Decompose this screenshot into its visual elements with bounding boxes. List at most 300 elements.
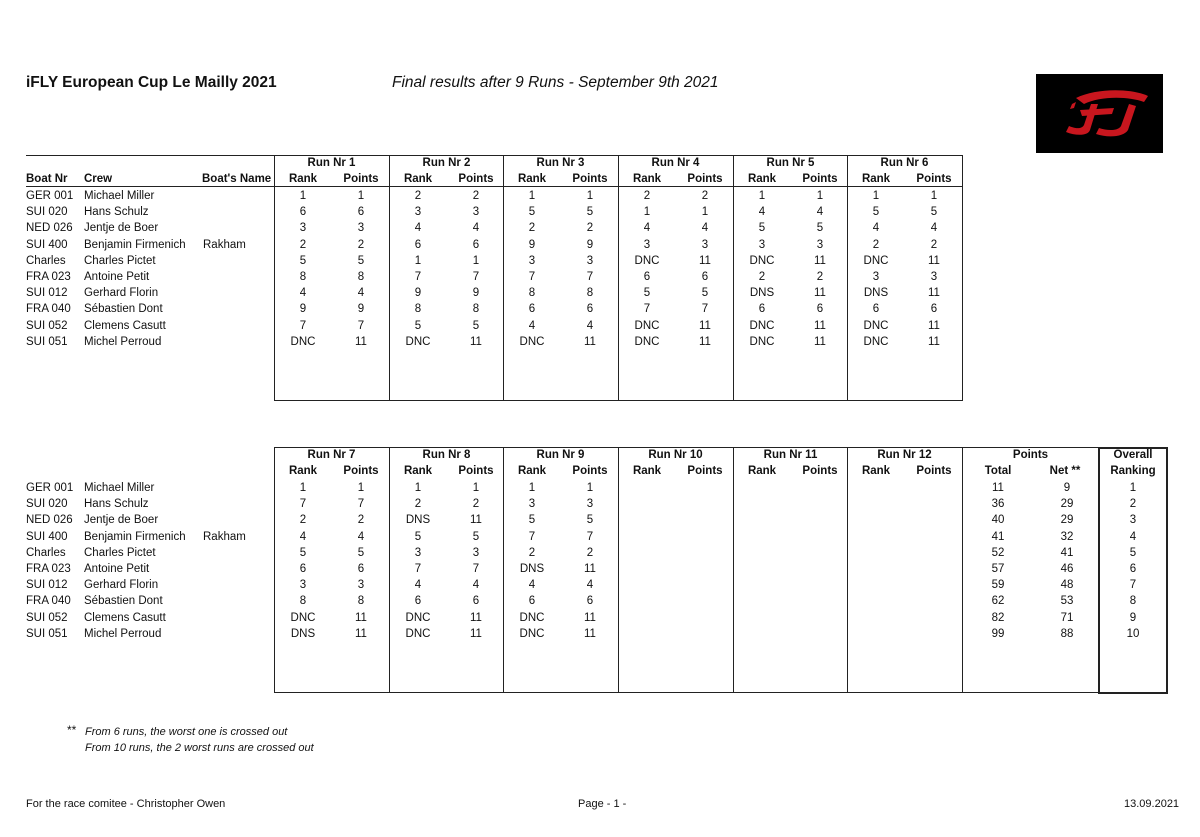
net-points-cell: 71 [1060, 611, 1074, 624]
points-cell: 6 [586, 303, 594, 316]
rank-cell: DNC [863, 254, 889, 267]
boat-nr-cell: FRA 023 [26, 563, 71, 575]
rank-cell: 6 [758, 303, 766, 316]
rank-cell: 4 [299, 530, 307, 543]
points-cell: 3 [357, 222, 365, 235]
points-cell: 2 [357, 238, 365, 251]
crew-header: Crew [84, 173, 113, 185]
logo-mark-icon [1036, 74, 1163, 153]
points-cell: 11 [928, 287, 940, 300]
rank-header: Rank [861, 173, 891, 185]
overall-ranking-cell: 5 [1129, 546, 1137, 559]
boat-nr-cell: SUI 020 [26, 498, 68, 511]
net-points-cell: 9 [1063, 482, 1071, 494]
points-cell: 4 [930, 222, 938, 235]
points-cell: 6 [701, 271, 709, 283]
rank-cell: DNC [405, 611, 431, 624]
boat-name-cell [203, 496, 273, 512]
rank-cell: 1 [643, 206, 651, 219]
crew-cell: Jentje de Boer [84, 222, 159, 235]
total-points-cell: 57 [991, 563, 1005, 575]
points-cell: 3 [816, 238, 824, 251]
points-cell: 1 [816, 190, 824, 202]
page-subtitle: Final results after 9 Runs - September 9th 2021 [392, 74, 719, 91]
overall-ranking-cell: 10 [1126, 627, 1140, 640]
points-cell: 11 [584, 335, 596, 348]
crew-cell: Michael Miller [84, 190, 155, 202]
boat-nr-cell: SUI 012 [26, 579, 68, 592]
points-cell: 4 [586, 579, 594, 592]
rank-cell: DNC [634, 335, 660, 348]
boat-name-cell [203, 561, 273, 577]
rank-cell: DNS [749, 287, 775, 300]
boat-nr-cell: SUI 052 [26, 611, 68, 624]
run-header: Run Nr 3 [536, 157, 585, 169]
rank-cell: DNC [519, 611, 545, 624]
rank-cell: 8 [414, 303, 422, 316]
points-cell: 4 [816, 206, 824, 219]
boat-nr-cell: SUI 020 [26, 206, 68, 219]
points-cell: 11 [814, 254, 826, 267]
run-header: Run Nr 11 [763, 449, 818, 461]
rank-cell: DNC [634, 254, 660, 267]
points-cell: 2 [701, 190, 709, 202]
table-divider [503, 447, 504, 692]
rank-cell: 5 [414, 530, 422, 543]
points-header: Points [802, 465, 838, 477]
rank-cell: DNC [749, 254, 775, 267]
rank-cell: 1 [414, 482, 422, 494]
rank-cell: 5 [758, 222, 766, 235]
rank-cell: 4 [872, 222, 880, 235]
rank-cell: 2 [414, 498, 422, 511]
points-cell: 3 [472, 206, 480, 219]
rank-cell: DNS [290, 627, 316, 640]
rank-cell: 4 [299, 287, 307, 300]
rank-header: Rank [288, 465, 318, 477]
points-cell: 6 [472, 238, 480, 251]
points-cell: 7 [357, 319, 365, 332]
crew-cell: Clemens Casutt [84, 611, 166, 624]
points-cell: 11 [355, 627, 367, 640]
rank-cell: 1 [528, 190, 536, 202]
overall-ranking-cell: 3 [1129, 514, 1137, 527]
rank-cell: 2 [643, 190, 651, 202]
rank-cell: 5 [528, 514, 536, 527]
boat-name-cell: Rakham [203, 530, 246, 543]
rank-cell: 7 [528, 271, 536, 283]
crew-cell: Clemens Casutt [84, 319, 166, 332]
overall-ranking-cell: 6 [1129, 563, 1137, 575]
boat-name-cell [203, 626, 273, 642]
rank-cell: 4 [528, 579, 536, 592]
rank-cell: DNS [863, 287, 889, 300]
rank-header: Rank [747, 465, 777, 477]
total-points-cell: 40 [991, 514, 1005, 527]
rank-header: Rank [288, 173, 318, 185]
crew-cell: Hans Schulz [84, 498, 149, 511]
rank-cell: 3 [758, 238, 766, 251]
net-points-cell: 46 [1060, 563, 1074, 575]
run-header: Run Nr 4 [651, 157, 700, 169]
boat-name-cell [203, 512, 273, 528]
rank-cell: 1 [414, 254, 422, 267]
boat-nr-cell: FRA 023 [26, 271, 71, 283]
rank-cell: 7 [414, 271, 422, 283]
points-header: Points [916, 465, 952, 477]
points-cell: 4 [357, 530, 365, 543]
rank-cell: 6 [299, 563, 307, 575]
points-cell: 7 [586, 530, 594, 543]
rank-cell: 6 [299, 206, 307, 219]
boat-nr-cell: SUI 400 [26, 238, 68, 251]
overall-ranking-cell: 1 [1129, 482, 1137, 494]
points-cell: 1 [701, 206, 709, 219]
boat-nr-cell: GER 001 [26, 482, 74, 494]
boat-name-cell [203, 285, 273, 301]
points-cell: 11 [928, 254, 940, 267]
points-cell: 5 [357, 546, 365, 559]
crew-cell: Sébastien Dont [84, 595, 163, 608]
overall-header: Overall [1113, 449, 1153, 461]
points-cell: 7 [472, 563, 480, 575]
run-header: Run Nr 6 [880, 157, 929, 169]
points-cell: 2 [816, 271, 824, 283]
points-cell: 6 [816, 303, 824, 316]
rank-cell: 3 [299, 222, 307, 235]
points-cell: 5 [816, 222, 824, 235]
rank-cell: 1 [528, 482, 536, 494]
crew-cell: Antoine Petit [84, 271, 150, 283]
points-cell: 2 [357, 514, 365, 527]
points-cell: 11 [699, 319, 711, 332]
net-points-cell: 29 [1060, 498, 1074, 511]
rank-cell: 1 [758, 190, 766, 202]
ifly-logo [1036, 74, 1163, 153]
rank-cell: 9 [299, 303, 307, 316]
points-cell: 7 [701, 303, 709, 316]
rank-cell: 8 [299, 271, 307, 283]
boat-name-cell [203, 204, 273, 220]
points-cell: 9 [357, 303, 365, 316]
rank-header: Rank [403, 173, 433, 185]
overall-ranking-cell: 7 [1129, 579, 1137, 592]
boat-name-cell [203, 593, 273, 609]
results-table-runs-7-12 [26, 447, 1171, 692]
table-divider [618, 447, 619, 692]
rank-cell: 6 [528, 303, 536, 316]
crew-cell: Michel Perroud [84, 627, 162, 640]
boat-nr-cell: Charles [26, 546, 66, 559]
total-points-cell: 52 [991, 546, 1005, 559]
table-border [962, 447, 963, 692]
points-cell: 11 [470, 335, 482, 348]
table-divider [847, 447, 848, 692]
rank-cell: 7 [643, 303, 651, 316]
points-cell: 11 [814, 287, 826, 300]
boat-name-cell [203, 480, 273, 496]
boat-name-cell [203, 318, 273, 334]
points-cell: 11 [355, 611, 367, 624]
rank-cell: DNC [519, 335, 545, 348]
boat-nr-cell: NED 026 [26, 514, 73, 527]
points-cell: 3 [586, 498, 594, 511]
points-cell: 2 [586, 546, 594, 559]
points-cell: 1 [930, 190, 938, 202]
boat-nr-cell: SUI 052 [26, 319, 68, 332]
points-cell: 8 [357, 271, 365, 283]
run-header: Run Nr 1 [307, 157, 356, 169]
points-cell: 11 [928, 319, 940, 332]
rank-cell: DNC [405, 627, 431, 640]
boat-nr-cell: Charles [26, 254, 66, 267]
rank-cell: 4 [414, 579, 422, 592]
rank-cell: 5 [872, 206, 880, 219]
total-points-cell: 99 [991, 627, 1005, 640]
rank-cell: 5 [299, 546, 307, 559]
rank-cell: 4 [414, 222, 422, 235]
overall-ranking-cell: 9 [1129, 611, 1137, 624]
note-line-1: From 6 runs, the worst one is crossed out [85, 726, 288, 738]
total-points-cell: 36 [991, 498, 1005, 511]
points-total-group-header: Points [1012, 449, 1049, 461]
points-cell: 3 [472, 546, 480, 559]
rank-cell: 1 [299, 190, 307, 202]
boat-nr-cell: NED 026 [26, 222, 73, 235]
run-header: Run Nr 5 [766, 157, 815, 169]
boat-name-cell [203, 577, 273, 593]
rank-cell: DNC [290, 335, 316, 348]
points-cell: 6 [472, 595, 480, 608]
rank-cell: DNS [405, 514, 431, 527]
rank-cell: 9 [414, 287, 422, 300]
run-header: Run Nr 8 [422, 449, 471, 461]
rank-cell: 4 [643, 222, 651, 235]
rank-cell: 8 [299, 595, 307, 608]
total-points-cell: 59 [991, 579, 1005, 592]
table-divider [847, 155, 848, 400]
points-header: Points [458, 465, 494, 477]
crew-cell: Charles Pictet [84, 546, 156, 559]
points-cell: 3 [930, 271, 938, 283]
rank-cell: DNC [749, 335, 775, 348]
boat-nr-cell: SUI 012 [26, 287, 68, 300]
crew-cell: Antoine Petit [84, 563, 150, 575]
rank-cell: 6 [414, 595, 422, 608]
points-cell: 4 [701, 222, 709, 235]
points-cell: 4 [472, 579, 480, 592]
run-header: Run Nr 9 [536, 449, 585, 461]
points-cell: 1 [472, 254, 480, 267]
rank-cell: 5 [299, 254, 307, 267]
crew-cell: Benjamin Firmenich [84, 238, 186, 251]
points-cell: 1 [586, 482, 594, 494]
rank-cell: 4 [758, 206, 766, 219]
boat-name-cell [203, 545, 273, 561]
run-header: Run Nr 2 [422, 157, 471, 169]
rank-cell: 7 [299, 498, 307, 511]
rank-cell: 5 [643, 287, 651, 300]
points-cell: 5 [357, 254, 365, 267]
points-cell: 1 [586, 190, 594, 202]
points-cell: 2 [930, 238, 938, 251]
boat-nr-cell: SUI 051 [26, 335, 68, 348]
rank-cell: 3 [643, 238, 651, 251]
rank-cell: 2 [528, 222, 536, 235]
table-border [962, 155, 963, 400]
boat-nr-cell: SUI 051 [26, 627, 68, 640]
points-header: Points [572, 465, 608, 477]
boat-name-cell [203, 188, 273, 204]
table-bottom-border [274, 692, 1167, 693]
points-cell: 6 [357, 563, 365, 575]
rank-cell: 2 [299, 514, 307, 527]
rank-cell: DNC [863, 319, 889, 332]
boat-nr-cell: FRA 040 [26, 595, 71, 608]
rank-cell: DNC [405, 335, 431, 348]
boat-name-cell [203, 334, 273, 350]
rank-cell: 7 [299, 319, 307, 332]
rank-cell: 7 [414, 563, 422, 575]
rank-header: Rank [403, 465, 433, 477]
crew-cell: Gerhard Florin [84, 287, 159, 300]
rank-cell: DNC [749, 319, 775, 332]
table-divider [389, 447, 390, 692]
points-cell: 8 [357, 595, 365, 608]
points-cell: 3 [701, 238, 709, 251]
rank-cell: 1 [299, 482, 307, 494]
points-header: Points [343, 465, 379, 477]
rank-cell: 8 [528, 287, 536, 300]
crew-cell: Charles Pictet [84, 254, 156, 267]
total-points-cell: 82 [991, 611, 1005, 624]
rank-cell: 1 [872, 190, 880, 202]
points-cell: 2 [472, 190, 480, 202]
points-cell: 1 [357, 190, 365, 202]
rank-header: Rank [632, 465, 662, 477]
points-header: Points [343, 173, 379, 185]
points-cell: 6 [357, 206, 365, 219]
rank-cell: 6 [528, 595, 536, 608]
points-cell: 5 [701, 287, 709, 300]
rank-cell: 3 [528, 254, 536, 267]
crew-cell: Hans Schulz [84, 206, 149, 219]
notes [68, 724, 314, 756]
boat-nr-cell: SUI 400 [26, 530, 68, 543]
table-border [274, 447, 275, 692]
crew-cell: Jentje de Boer [84, 514, 159, 527]
points-cell: 11 [584, 563, 596, 575]
rank-header: Rank [632, 173, 662, 185]
points-cell: 11 [470, 514, 482, 527]
rank-header: Rank [861, 465, 891, 477]
crew-cell: Michael Miller [84, 482, 155, 494]
points-header: Points [572, 173, 608, 185]
rank-cell: DNC [290, 611, 316, 624]
boat-name-cell [203, 301, 273, 317]
boat-nr-cell: GER 001 [26, 190, 74, 202]
points-cell: 11 [814, 335, 826, 348]
points-cell: 2 [472, 498, 480, 511]
results-table-runs-1-6 [26, 155, 1171, 400]
points-cell: 2 [586, 222, 594, 235]
points-cell: 11 [355, 335, 367, 348]
page-title: iFLY European Cup Le Mailly 2021 [26, 74, 277, 91]
crew-cell: Sébastien Dont [84, 303, 163, 316]
ranking-header: Ranking [1110, 465, 1156, 477]
boat-name-cell [203, 269, 273, 285]
points-cell: 7 [357, 498, 365, 511]
rank-header: Rank [747, 173, 777, 185]
total-points-cell: 41 [991, 530, 1005, 543]
points-header: Points [458, 173, 494, 185]
overall-ranking-cell: 2 [1129, 498, 1137, 511]
table-divider [733, 447, 734, 692]
rank-cell: 2 [872, 238, 880, 251]
rank-cell: 2 [758, 271, 766, 283]
table-divider [389, 155, 390, 400]
net-points-cell: 53 [1060, 595, 1074, 608]
rank-cell: 3 [528, 498, 536, 511]
boat-name-cell: Rakham [203, 238, 246, 251]
points-header: Points [802, 173, 838, 185]
run-header: Run Nr 10 [648, 449, 703, 461]
rank-cell: 4 [528, 319, 536, 332]
total-points-cell: 11 [992, 482, 1004, 494]
points-cell: 4 [472, 222, 480, 235]
points-cell: 11 [470, 627, 482, 640]
rank-cell: 5 [414, 319, 422, 332]
rank-cell: 6 [872, 303, 880, 316]
table-divider [733, 155, 734, 400]
points-cell: 5 [586, 206, 594, 219]
rank-cell: 6 [414, 238, 422, 251]
overall-ranking-cell: 8 [1129, 595, 1137, 608]
rank-cell: 7 [528, 530, 536, 543]
boat-name-cell [203, 253, 273, 269]
table-divider [503, 155, 504, 400]
rank-cell: 3 [872, 271, 880, 283]
boat-name-header: Boat's Name [202, 173, 272, 185]
overall-border-bottom [1098, 692, 1168, 694]
boat-nr-header: Boat Nr [26, 173, 68, 185]
rank-cell: 3 [414, 206, 422, 219]
points-cell: 9 [586, 238, 594, 251]
points-cell: 5 [930, 206, 938, 219]
footer-date: 13.09.2021 [1124, 798, 1180, 810]
table-border [1166, 447, 1167, 692]
note-line-2: From 10 runs, the 2 worst runs are crossed out [85, 742, 314, 754]
boat-name-cell [203, 610, 273, 626]
points-cell: 5 [472, 319, 480, 332]
rank-cell: DNS [519, 563, 545, 575]
total-header: Total [984, 465, 1012, 477]
net-header: Net ** [1049, 465, 1081, 477]
rank-cell: 5 [528, 206, 536, 219]
points-cell: 6 [930, 303, 938, 316]
rank-cell: 3 [414, 546, 422, 559]
net-points-cell: 41 [1060, 546, 1074, 559]
rank-cell: 9 [528, 238, 536, 251]
total-points-cell: 62 [991, 595, 1005, 608]
rank-header: Rank [517, 173, 547, 185]
points-cell: 11 [699, 335, 711, 348]
notes-marker: ** [67, 723, 77, 737]
points-cell: 11 [814, 319, 826, 332]
points-cell: 7 [472, 271, 480, 283]
table-divider [618, 155, 619, 400]
rank-header: Rank [517, 465, 547, 477]
